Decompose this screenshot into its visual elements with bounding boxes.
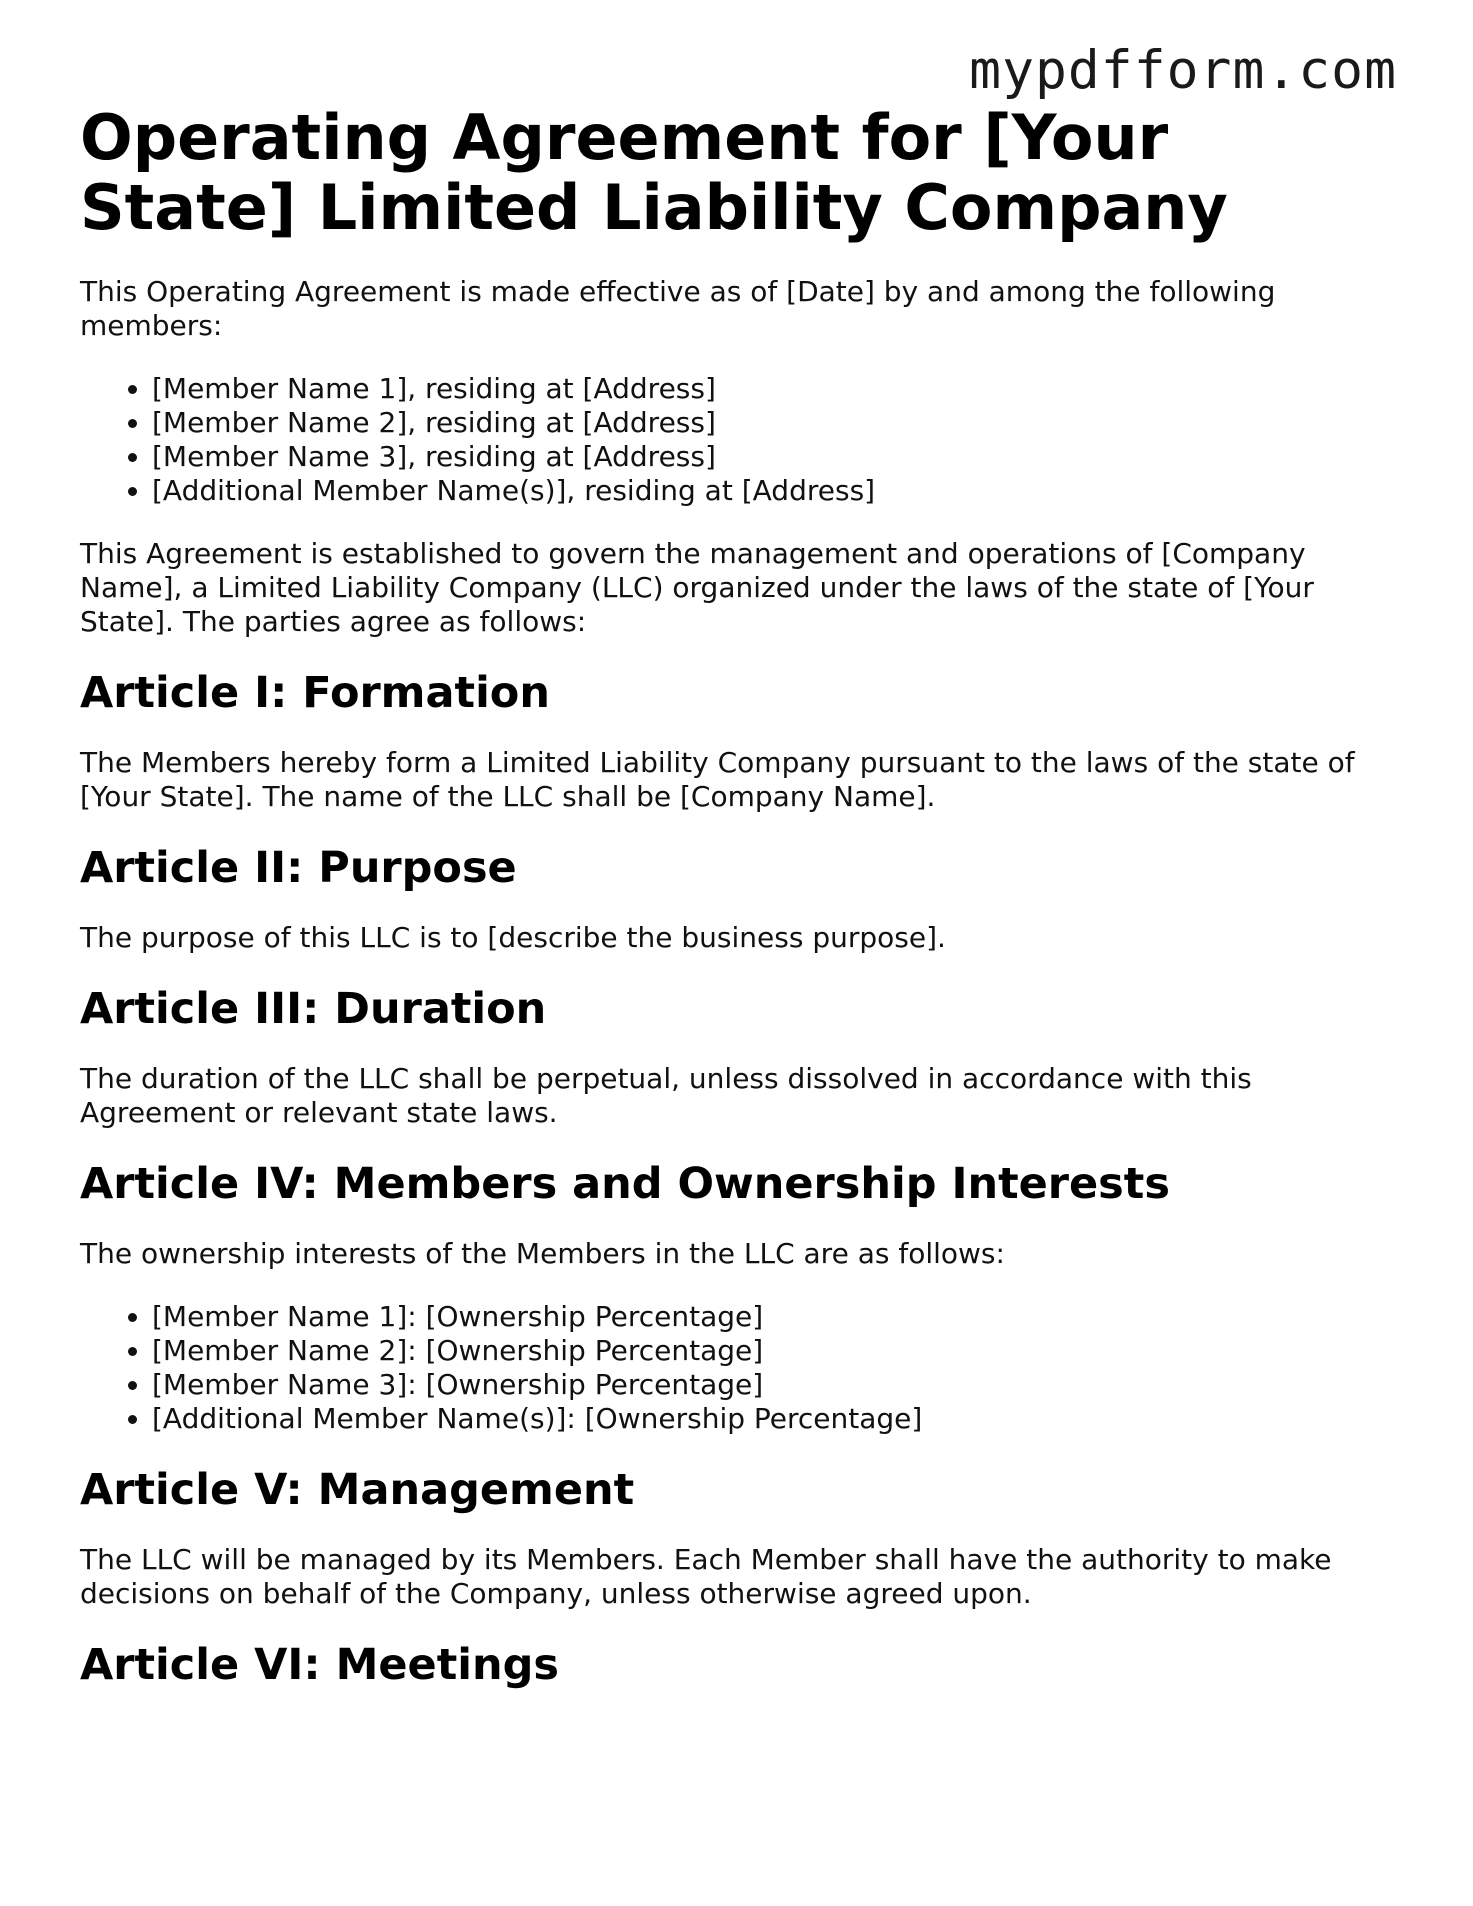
article-heading: Article IV: Members and Ownership Interests [80,1159,1170,1209]
article-management [80,1465,1400,1611]
list-item: • [Additional Member Name(s)], residing at [Address] [152,474,1400,508]
article-text: The purpose of this LLC is to [describe the business purpose]. [80,921,946,954]
article-meetings [80,1640,1400,1690]
article-heading: Article V: Management [80,1465,635,1515]
list-item: • [Additional Member Name(s)]: [Ownership Percentage] [152,1402,1400,1436]
article-text: The ownership interests of the Members in the LLC are as follows: [80,1237,1005,1270]
article-duration [80,984,1400,1130]
list-item: • [Member Name 3], residing at [Address] [152,440,1400,474]
article-heading: Article VI: Meetings [80,1640,559,1690]
list-item: • [Member Name 2], residing at [Address] [152,406,1400,440]
article-text: The LLC will be managed by its Members. Each Member shall have the authority to make decisions on behalf of the Company, unless otherwise agreed upon. [80,1543,1332,1610]
article-heading: Article III: Duration [80,984,547,1034]
intro-paragraph: This Operating Agreement is made effective as of [Date] by and among the following members: [80,275,1276,342]
watermark: mypdfform.com [969,40,1397,101]
document-body [80,275,1400,1718]
list-item: • [Member Name 1]: [Ownership Percentage] [152,1300,1400,1334]
preamble-paragraph: This Agreement is established to govern the management and operations of [Company Name], a Limited Liability Company (LLC) organized under the laws of the state of [Your State]. The parties agree as follows: [80,537,1314,638]
article-purpose [80,843,1400,955]
article-formation [80,668,1400,814]
members-list [80,372,1400,508]
list-item: • [Member Name 2]: [Ownership Percentage] [152,1334,1400,1368]
document-title: Operating Agreement for [Your State] Limited Liability Company [80,101,1228,244]
article-members-ownership [80,1159,1400,1436]
article-text: The Members hereby form a Limited Liability Company pursuant to the laws of the state of [Your State]. The name of the LLC shall be [Company Name]. [80,746,1355,813]
list-item: • [Member Name 1], residing at [Address] [152,372,1400,406]
article-text: The duration of the LLC shall be perpetual, unless dissolved in accordance with this Agreement or relevant state laws. [80,1062,1252,1129]
article-heading: Article I: Formation [80,668,550,718]
list-item: • [Member Name 3]: [Ownership Percentage] [152,1368,1400,1402]
ownership-list [80,1300,1400,1436]
article-heading: Article II: Purpose [80,843,517,893]
